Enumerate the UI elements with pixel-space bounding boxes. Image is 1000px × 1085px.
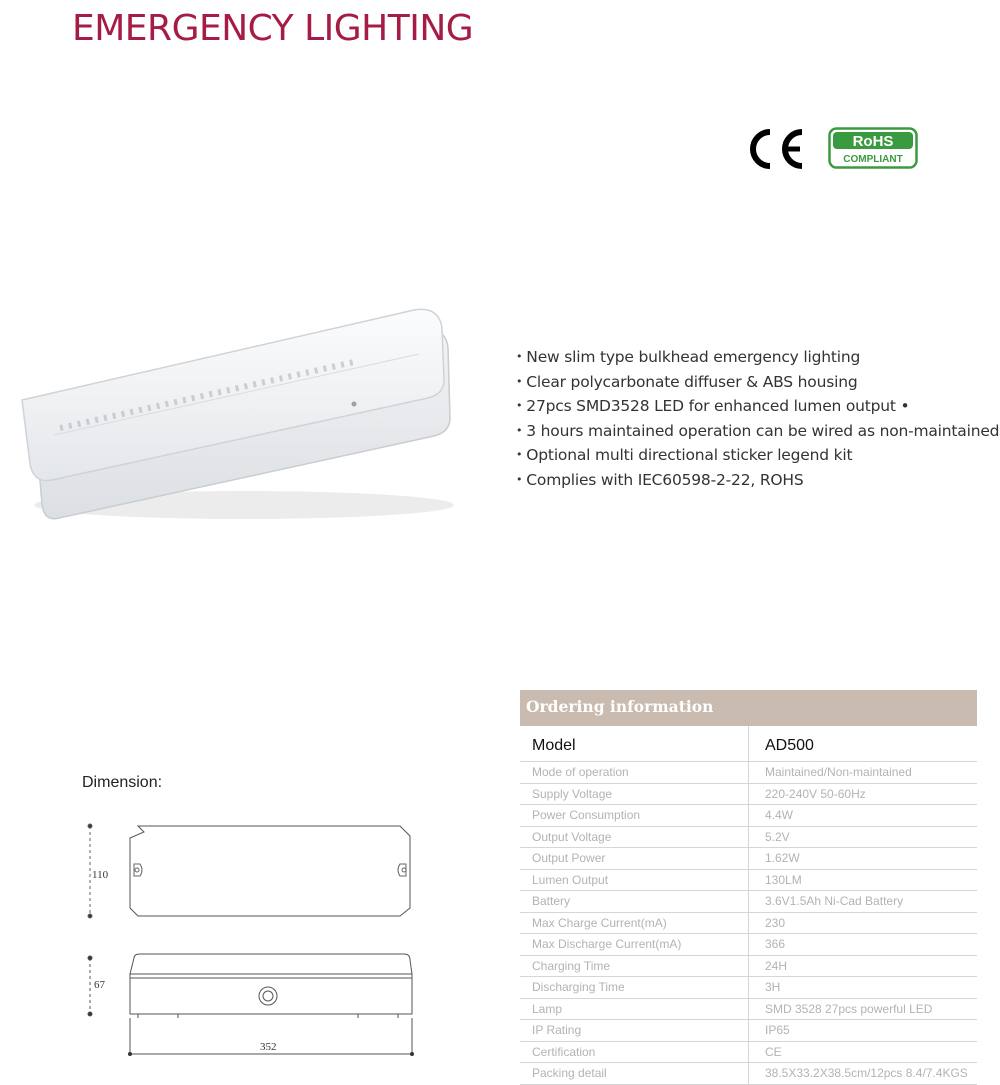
rohs-compliant-badge <box>828 127 918 169</box>
table-row <box>520 934 977 956</box>
feature-item: • Clear polycarbonate diffuser & ABS housing <box>516 371 999 396</box>
spec-value: 130LM <box>749 869 978 891</box>
model-label: Model <box>520 726 749 762</box>
spec-value: 5.2V <box>749 826 978 848</box>
spec-label: Max Charge Current(mA) <box>520 912 749 934</box>
spec-label: Certification <box>520 1041 749 1063</box>
spec-value: Maintained/Non-maintained <box>749 762 978 784</box>
model-value: AD500 <box>749 726 978 762</box>
ce-mark-icon <box>744 128 806 170</box>
spec-label: Lumen Output <box>520 869 749 891</box>
feature-item: • New slim type bulkhead emergency lighting <box>516 346 999 371</box>
spec-value: 220-240V 50-60Hz <box>749 783 978 805</box>
rohs-compliant-label: COMPLIANT <box>843 154 903 165</box>
table-row <box>520 998 977 1020</box>
ordering-information <box>520 690 977 1085</box>
dimension-height-side: 67 <box>94 979 105 991</box>
spec-value: 38.5X33.2X38.5cm/12pcs 8.4/7.4KGS <box>749 1063 978 1085</box>
table-row <box>520 848 977 870</box>
spec-label: Battery <box>520 891 749 913</box>
spec-label: Supply Voltage <box>520 783 749 805</box>
spec-value: 3.6V1.5Ah Ni-Cad Battery <box>749 891 978 913</box>
table-row <box>520 891 977 913</box>
dimension-label: Dimension: <box>82 774 163 791</box>
product-image <box>14 300 464 525</box>
spec-label: Max Discharge Current(mA) <box>520 934 749 956</box>
page-title: EMERGENCY LIGHTING <box>72 8 474 49</box>
dimension-height-top: 110 <box>92 869 109 881</box>
table-row <box>520 826 977 848</box>
ordering-title: Ordering information <box>520 690 977 726</box>
spec-value: IP65 <box>749 1020 978 1042</box>
spec-value: SMD 3528 27pcs powerful LED <box>749 998 978 1020</box>
table-row <box>520 762 977 784</box>
spec-value: 4.4W <box>749 805 978 827</box>
spec-label: Packing detail <box>520 1063 749 1085</box>
table-row <box>520 977 977 999</box>
table-row <box>520 805 977 827</box>
table-row <box>520 912 977 934</box>
rohs-label: RoHS <box>852 133 894 150</box>
spec-label: Power Consumption <box>520 805 749 827</box>
feature-item: • 27pcs SMD3528 LED for enhanced lumen output • <box>516 395 999 420</box>
spec-label: Output Voltage <box>520 826 749 848</box>
spec-value: 24H <box>749 955 978 977</box>
table-row <box>520 1063 977 1085</box>
feature-item: • 3 hours maintained operation can be wired as non-maintained <box>516 420 999 445</box>
spec-value: 366 <box>749 934 978 956</box>
spec-label: Lamp <box>520 998 749 1020</box>
dimension-drawing <box>78 818 423 1063</box>
spec-label: Discharging Time <box>520 977 749 999</box>
dimension-length: 352 <box>260 1041 277 1053</box>
spec-value: 1.62W <box>749 848 978 870</box>
table-header-row <box>520 726 977 762</box>
feature-list <box>516 346 999 494</box>
table-row <box>520 1020 977 1042</box>
feature-item: • Complies with IEC60598-2-22, ROHS <box>516 469 999 494</box>
table-row <box>520 783 977 805</box>
spec-value: 3H <box>749 977 978 999</box>
table-row <box>520 869 977 891</box>
spec-label: Mode of operation <box>520 762 749 784</box>
table-row <box>520 955 977 977</box>
spec-label: Output Power <box>520 848 749 870</box>
feature-item: • Optional multi directional sticker legend kit <box>516 444 999 469</box>
spec-label: IP Rating <box>520 1020 749 1042</box>
spec-label: Charging Time <box>520 955 749 977</box>
spec-value: 230 <box>749 912 978 934</box>
spec-table <box>520 726 977 1085</box>
table-row <box>520 1041 977 1063</box>
spec-value: CE <box>749 1041 978 1063</box>
